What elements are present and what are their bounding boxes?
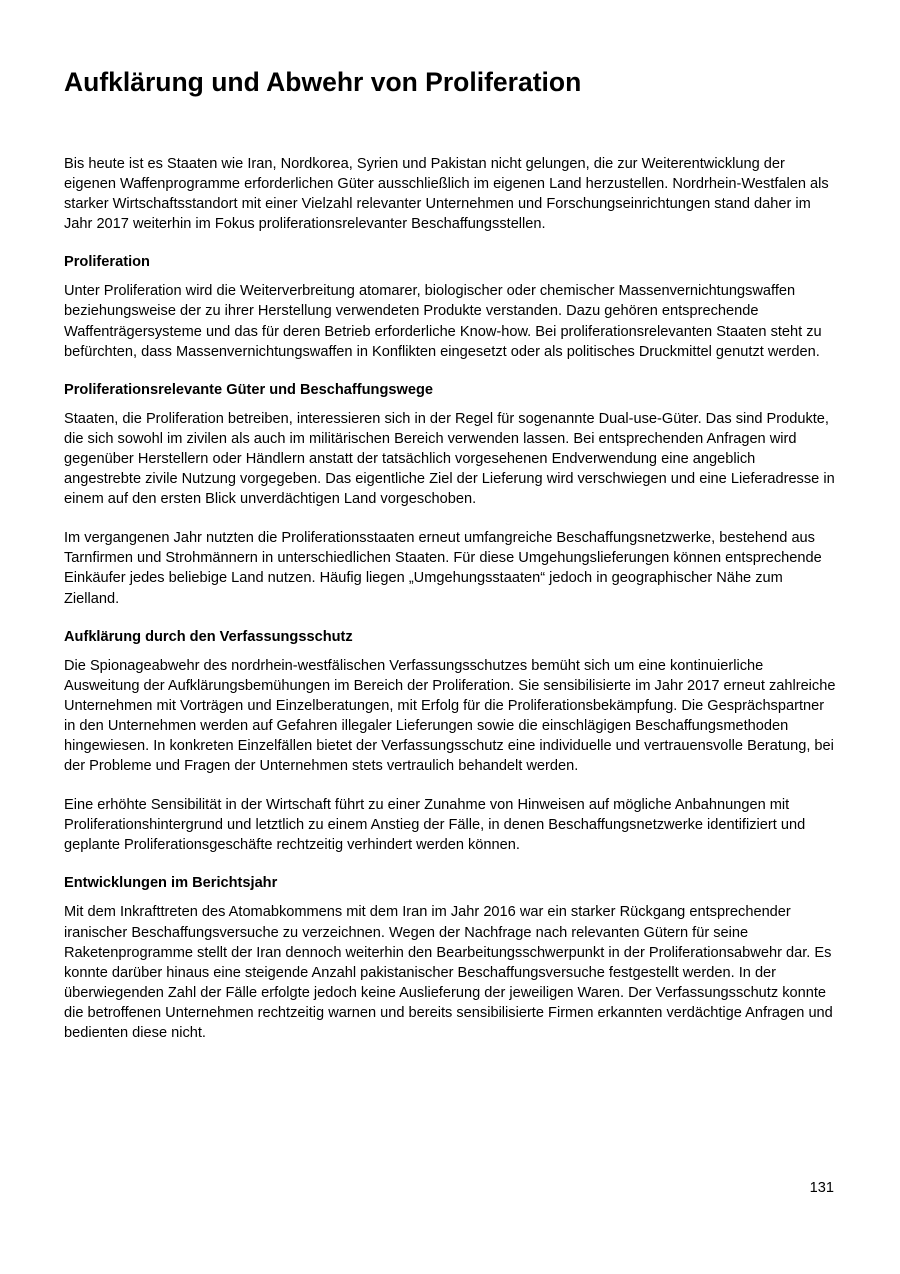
section-heading-gueter-beschaffungswege: Proliferationsrelevante Güter und Beschaffungswege xyxy=(64,381,433,398)
section-heading-aufklaerung: Aufklärung durch den Verfassungsschutz xyxy=(64,628,353,645)
section-paragraph: Die Spionageabwehr des nordrhein-westfälischen Verfassungsschutzes bemüht sich um eine kontinuierliche Ausweitung der Aufklärungsbemühungen im Bereich der Proliferation. Sie sensibilisierte im Jahr 2017 erneut zahlreiche Unternehmen mit Vorträgen und Einzelberatungen, mit Erfolg für die Proliferationsbekämpfung. Die Gesprächspartner in den Unternehmen werden auf Gefahren illegaler Lieferungen sowie die einschlägigen Beschaffungsmethoden hingewiesen. In konkreten Einzelfällen bietet der Verfassungsschutz eine individuelle und vertrauensvolle Beratung, bei der Probleme und Fragen der Unternehmen stets vertraulich behandelt werden. xyxy=(64,657,836,775)
section-paragraph: Im vergangenen Jahr nutzten die Proliferationsstaaten erneut umfangreiche Beschaffungsnetzwerke, bestehend aus Tarnfirmen und Strohmännern in unterschiedlichen Staaten. Für diese Umgehungslieferungen können entsprechende Einkäufer jedes beliebige Land nutzen. Häufig liegen „Umgehungsstaaten“ jedoch in geographischer Nähe zum Zielland. xyxy=(64,530,822,607)
section-paragraph: Mit dem Inkrafttreten des Atomabkommens mit dem Iran im Jahr 2016 war ein starker Rückgang entsprechender iranischer Beschaffungsversuche zu verzeichnen. Wegen der Nachfrage nach relevanten Gütern für seine Raketenprogramme stellt der Iran dennoch weiterhin den Bearbeitungsschwerpunkt in der Proliferationsabwehr dar. Es konnte darüber hinaus eine steigende Anzahl pakistanischer Beschaffungsversuche festgestellt werden. In der überwiegenden Zahl der Fälle erfolgte jedoch keine Auslieferung der jeweiligen Waren. Der Verfassungsschutz konnte die betroffenen Unternehmen rechtzeitig warnen und bereits sensibilisierte Firmen erkannten verdächtige Anfragen und bedienten diese nicht. xyxy=(64,904,833,1041)
section-heading-entwicklungen: Entwicklungen im Berichtsjahr xyxy=(64,875,278,892)
document-body xyxy=(64,154,836,1043)
intro-paragraph: Bis heute ist es Staaten wie Iran, Nordkorea, Syrien und Pakistan nicht gelungen, die zur Weiterentwicklung der eigenen Waffenprogramme erforderlichen Güter ausschließlich im eigenen Land herzustellen. Nordrhein-Westfalen als starker Wirtschaftsstandort mit einer Vielzahl relevanter Unternehmen und Forschungseinrichtungen stand daher im Jahr 2017 weiterhin im Fokus proliferationsrelevanter Beschaffungsstellen. xyxy=(64,156,829,233)
section-heading-proliferation: Proliferation xyxy=(64,254,150,271)
section-paragraph: Unter Proliferation wird die Weiterverbreitung atomarer, biologischer oder chemischer Massenvernichtungswaffen beziehungsweise der zu ihrer Herstellung verwendeten Produkte verstanden. Dazu gehören entsprechende Waffenträgersysteme und das für deren Betrieb erforderliche Know-how. Bei proliferationsrelevanten Staaten steht zu befürchten, dass Massenvernichtungswaffen in Konflikten eingesetzt oder als politisches Druckmittel genutzt werden. xyxy=(64,283,822,360)
section-paragraph: Eine erhöhte Sensibilität in der Wirtschaft führt zu einer Zunahme von Hinweisen auf mögliche Anbahnungen mit Proliferationshintergrund und letztlich zu einem Anstieg der Fälle, in denen Beschaffungsnetzwerke identifiziert und geplante Proliferationsgeschäfte rechtzeitig verhindert werden können. xyxy=(64,797,806,854)
section-paragraph: Staaten, die Proliferation betreiben, interessieren sich in der Regel für sogenannte Dual-use-Güter. Das sind Produkte, die sich sowohl im zivilen als auch im militärischen Bereich verwenden lassen. Bei entsprechenden Anfragen wird gegenüber Herstellern oder Händlern anstatt der tatsächlich vorgesehenen Endverwendung eine angeblich angestrebte zivile Nutzung vorgegeben. Das eigentliche Ziel der Lieferung wird verschwiegen und eine Lieferadresse in einem auf den ersten Blick unverdächtigen Land vorgeschoben. xyxy=(64,410,835,508)
page-title: Aufklärung und Abwehr von Proliferation xyxy=(64,67,582,97)
page-number: 131 xyxy=(809,1180,834,1196)
